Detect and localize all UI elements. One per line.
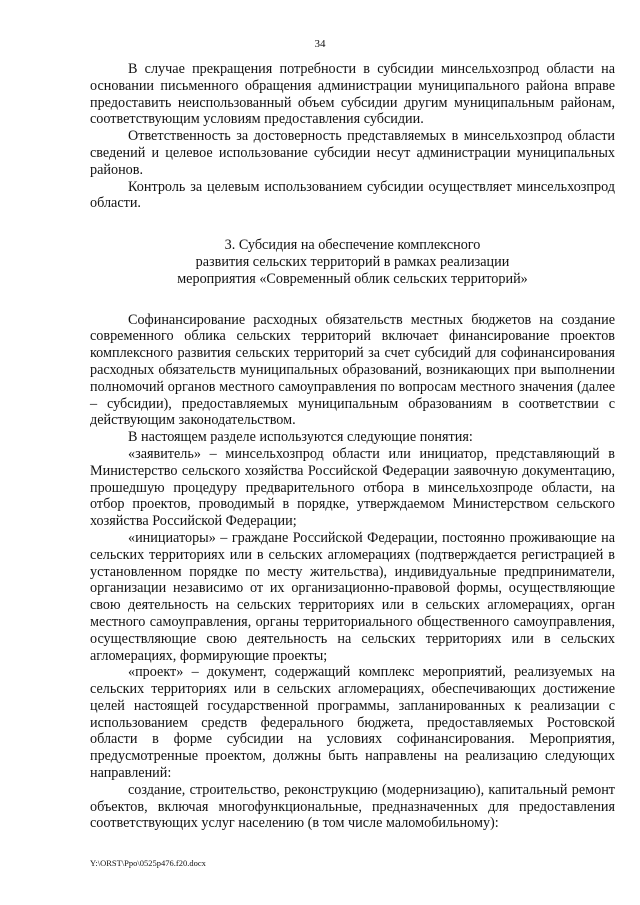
section-heading-line-3: мероприятия «Современный облик сельских территорий» xyxy=(177,270,528,287)
section-heading-line-1: 3. Субсидия на обеспечение комплексного xyxy=(224,237,481,254)
paragraph-cofinancing: Софинансирование расходных обязательств местных бюджетов на создание современного облика сельских территорий включает финансирование проектов комплексного развития сельских территорий за счет субсидий для софинансирования расходных обязательств муниципальных образований, возникающих при выполнении полномочий органов местного самоуправления по вопросам местного значения (далее – субсидии), предоставляемых муниципальным образованиям в соответствии с действующим законодательством. xyxy=(90,311,615,429)
paragraph-subsidy-reallocation: В случае прекращения потребности в субсидии минсельхозпрод области на основании письменного обращения администрации муниципального района вправе предоставить неиспользованный объем субсидии другим муниципальным районам, соответствующим условиям предоставления субсидии. xyxy=(90,61,615,128)
file-path-footer: Y:\ORST\Ppo\0525p476.f20.docx xyxy=(90,858,206,868)
paragraph-term-project: «проект» – документ, содержащий комплекс мероприятий, реализуемых на сельских территориях или в сельских агломерациях, обеспечивающих достижение целей настоящей государственной программы, запланированных к реализации с использованием средств федерального бюджета, предоставляемых Ростовской области в форме субсидии на условиях софинансирования. Мероприятия, предусмотренные проектом, должны быть направлены на реализацию следующих направлений: xyxy=(90,664,615,782)
paragraph-direction-construction: создание, строительство, реконструкцию (модернизацию), капитальный ремонт объектов, включая многофункциональные, предназначенных для предоставления соответствующих услуг населению (в том числе маломобильному): xyxy=(90,781,615,832)
document-body xyxy=(90,61,615,832)
section-heading xyxy=(90,237,615,287)
section-heading-line-2: развития сельских территорий в рамках реализации xyxy=(195,253,510,270)
paragraph-responsibility: Ответственность за достоверность представляемых в минсельхозпрод области сведений и целевое использование субсидии несут администрации муниципальных районов. xyxy=(90,128,615,178)
paragraph-terms-intro: В настоящем разделе используются следующие понятия: xyxy=(128,429,473,446)
paragraph-term-initiators: «инициаторы» – граждане Российской Федерации, постоянно проживающие на сельских территориях или в сельских агломерациях (подтверждается регистрацией в установленном порядке по месту жительства), индивидуальные предприниматели, организации независимо от их организационно-правовой формы, осуществляющие свою деятельность на сельских территориях или в сельских агломерациях, орган местного самоуправления, органы территориального общественного самоуправления, осуществляющие свою деятельность на сельских территориях или в сельских агломерациях, формирующие проекты; xyxy=(90,529,615,664)
paragraph-control: Контроль за целевым использованием субсидии осуществляет минсельхозпрод области. xyxy=(90,178,615,212)
page-number: 34 xyxy=(314,38,326,50)
paragraph-term-applicant: «заявитель» – минсельхозпрод области или инициатор, представляющий в Министерство сельского хозяйства Российской Федерации заявочную документацию, прошедшую процедуру предварительного отбора в минсельхозпроде области, на отбор проектов, проводимый в порядке, утверждаемом Министерством сельского хозяйства Российской Федерации; xyxy=(90,445,615,530)
